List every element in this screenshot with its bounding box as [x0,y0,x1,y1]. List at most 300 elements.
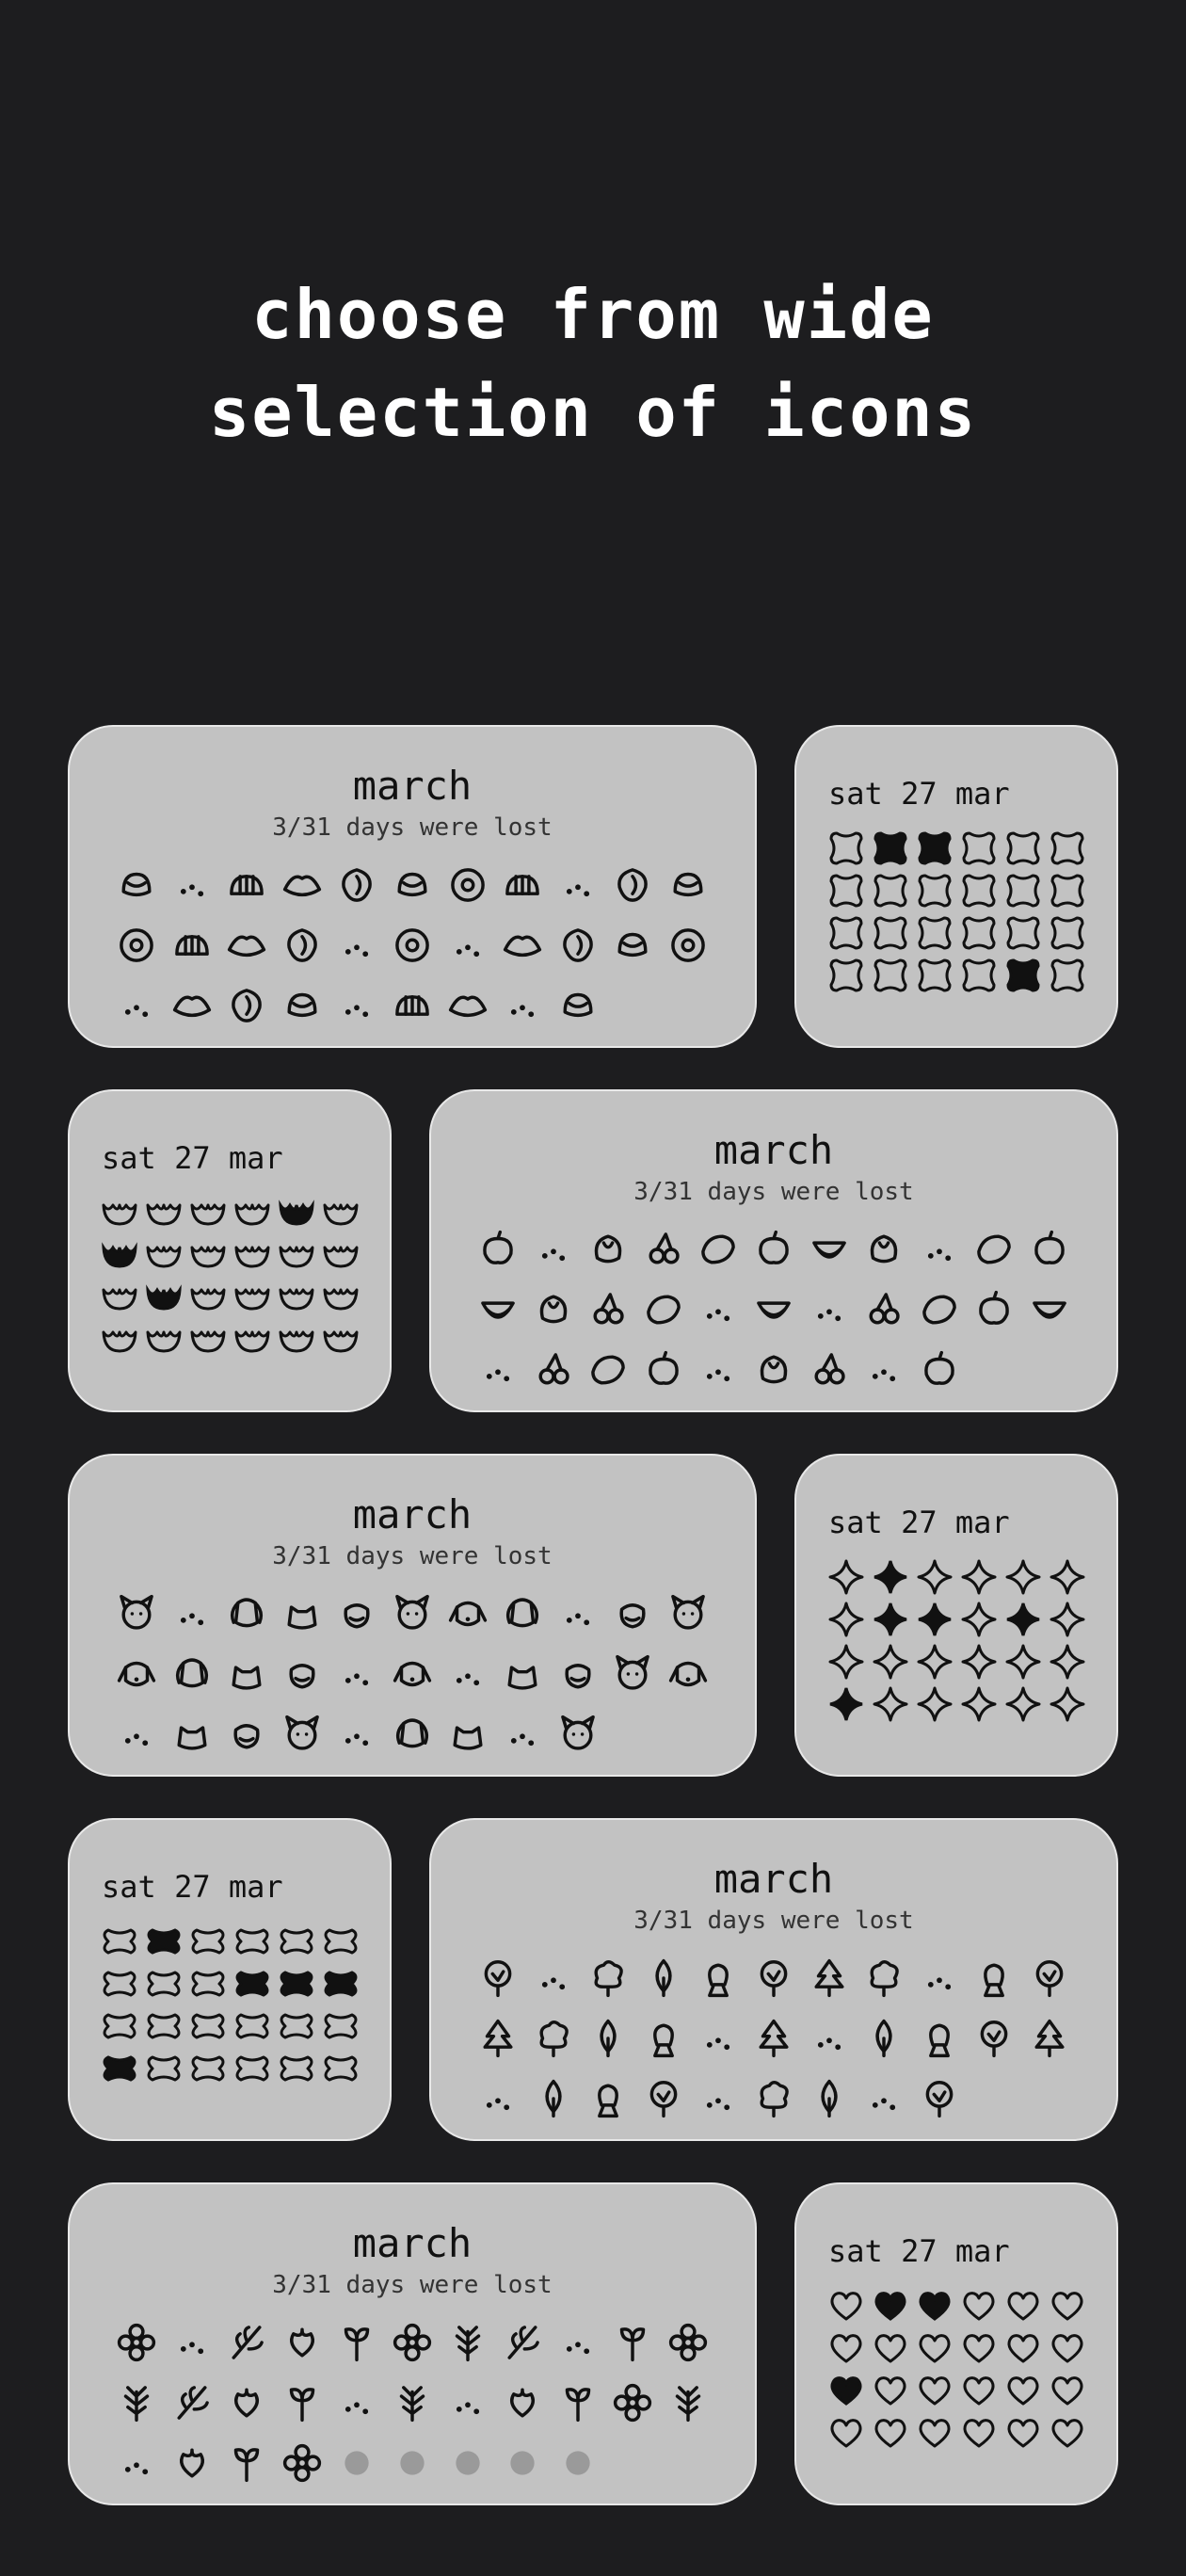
day-shape [142,1191,185,1233]
day-shape [142,1318,185,1360]
day-shape [142,1233,185,1276]
day-icon [219,1708,275,1761]
day-shape [869,911,912,954]
month-widget-flowers[interactable] [68,2182,757,2505]
day-widget-rounded-square[interactable] [794,725,1118,1048]
day-shape [186,1276,230,1318]
day-icon [605,2376,661,2429]
day-shape [186,1318,230,1360]
lost-days-summary: 3/31 days were lost [272,1542,553,1570]
day-icon [550,1708,605,1761]
day-icon [109,919,165,972]
day-shape [1002,2326,1045,2369]
day-icon [526,1344,582,1396]
day-icon [219,2376,275,2429]
day-icon [385,2316,441,2369]
day-icon [636,1344,692,1396]
day-icon [801,1344,857,1396]
day-icon [801,1223,857,1276]
day-shape [1046,2326,1089,2369]
day-shape-grid [825,1555,1089,1725]
day-shape [275,1318,318,1360]
day-icon [967,2012,1022,2065]
day-shape [231,2047,274,2089]
day-icon [440,1708,495,1761]
day-icon [219,2316,275,2369]
day-shape [869,2369,912,2411]
day-shape [869,869,912,911]
day-icon [660,859,715,911]
lost-day-shape [913,827,956,869]
day-icon [801,2012,857,2065]
lost-day-shape [275,1191,318,1233]
date-label: sat 27 mar [828,2233,1010,2269]
day-icon [165,1708,220,1761]
day-icon [165,2376,220,2429]
day-icon [275,919,330,972]
day-icon [660,2376,715,2429]
day-shape [231,1233,274,1276]
day-shape [186,1191,230,1233]
day-shape [957,1555,1001,1598]
day-icon [801,1283,857,1336]
day-icon [495,859,551,911]
day-icon [636,2012,692,2065]
day-shape [1046,2284,1089,2326]
day-shape [1046,1640,1089,1682]
day-shape [1002,1682,1045,1725]
month-title: march [713,1856,834,1902]
day-icon [109,1648,165,1700]
day-shape [825,2326,868,2369]
day-icon [471,1952,526,2004]
lost-day-shape [142,1276,185,1318]
day-shape [913,2369,956,2411]
day-icon [495,919,551,972]
day-icon [219,2437,275,2489]
day-icon [1021,1223,1077,1276]
day-icon [495,2316,551,2369]
lost-day-shape [869,827,912,869]
day-icon [440,1648,495,1700]
day-icon [219,1648,275,1700]
day-shape [957,869,1001,911]
day-icon [385,1708,441,1761]
day-widget-wavy-bowl[interactable] [68,1089,392,1412]
day-shape [1046,2411,1089,2454]
day-icon [691,2012,746,2065]
day-shape [142,1962,185,2004]
month-widget-dogs[interactable] [68,1454,757,1777]
day-shape [98,2004,141,2047]
day-icon [329,1708,385,1761]
day-icon [385,2376,441,2429]
day-icon [636,1283,692,1336]
day-shape [275,1233,318,1276]
lost-day-shape [913,2284,956,2326]
day-shape [957,1682,1001,1725]
lost-day-shape [275,1962,318,2004]
lost-day-shape [231,1962,274,2004]
day-shape [319,1276,362,1318]
day-icon [109,2316,165,2369]
day-icon [857,1344,912,1396]
day-icon [440,979,495,1032]
day-shape [1002,2369,1045,2411]
day-icon [911,2072,967,2125]
day-icon [746,1283,802,1336]
day-icon [440,2316,495,2369]
day-icon [1021,1283,1077,1336]
day-icon [275,2437,330,2489]
day-shape [913,869,956,911]
lost-day-shape [869,1598,912,1640]
day-shape [913,911,956,954]
day-icon [857,2072,912,2125]
day-icon [109,859,165,911]
day-icon [550,919,605,972]
day-icon [329,2376,385,2429]
day-icon [660,1648,715,1700]
date-label: sat 27 mar [102,1869,283,1905]
month-title: march [352,1491,473,1538]
day-shape [1046,1682,1089,1725]
day-shape [1002,1640,1045,1682]
month-icon-grid [109,859,715,1032]
day-shape [1002,869,1045,911]
day-shape [825,1598,868,1640]
day-icon [329,2316,385,2369]
day-shape [231,1276,274,1318]
day-icon [746,1344,802,1396]
lost-day-shape [825,1682,868,1725]
day-shape [98,1318,141,1360]
future-day-dot [329,2437,385,2489]
day-icon [275,1587,330,1640]
day-icon [636,1223,692,1276]
day-shape [825,2284,868,2326]
day-icon [329,979,385,1032]
day-shape [957,1598,1001,1640]
day-icon [746,2072,802,2125]
day-icon [801,1952,857,2004]
day-icon [911,1344,967,1396]
lost-day-shape [319,1962,362,2004]
day-shape [1046,1555,1089,1598]
day-icon [911,1952,967,2004]
day-icon [581,1344,636,1396]
day-icon [440,2376,495,2429]
month-icon-grid [109,1587,715,1761]
lost-day-shape [1002,1598,1045,1640]
day-shape [319,1920,362,1962]
day-icon [605,1587,661,1640]
day-shape [319,2004,362,2047]
future-day-dot [385,2437,441,2489]
day-shape [1002,1555,1045,1598]
day-widget-heart[interactable] [794,2182,1118,2505]
day-icon [165,2437,220,2489]
day-icon [526,1952,582,2004]
day-icon [746,1223,802,1276]
day-shape [869,2326,912,2369]
day-icon [911,2012,967,2065]
future-day-dot [550,2437,605,2489]
day-icon [550,1587,605,1640]
day-shape [957,2284,1001,2326]
day-shape [869,1640,912,1682]
day-icon [165,1587,220,1640]
day-icon [581,1952,636,2004]
headline-line-1: choose from wide [251,275,935,354]
day-icon [219,1587,275,1640]
day-shape [319,1318,362,1360]
day-icon [857,1283,912,1336]
day-icon [495,1708,551,1761]
day-shape [913,2411,956,2454]
day-widget-sparkle[interactable] [794,1454,1118,1777]
date-label: sat 27 mar [102,1140,283,1176]
day-icon [219,979,275,1032]
day-shape [825,827,868,869]
day-icon [581,2012,636,2065]
day-icon [581,1223,636,1276]
day-icon [550,2376,605,2429]
day-icon [550,979,605,1032]
day-shape [825,1555,868,1598]
day-shape [275,1920,318,1962]
day-icon [275,1648,330,1700]
day-shape [275,1276,318,1318]
day-shape [869,954,912,996]
day-shape [319,1191,362,1233]
day-icon [109,1708,165,1761]
day-icon [660,919,715,972]
day-icon [471,2072,526,2125]
day-icon [165,1648,220,1700]
day-icon [526,1283,582,1336]
day-shape-grid [98,1920,362,2089]
day-icon [275,2376,330,2429]
headline-line-2: selection of icons [208,373,978,452]
day-shape [1046,1598,1089,1640]
day-icon [471,1344,526,1396]
day-shape [825,869,868,911]
day-icon [605,859,661,911]
day-icon [1021,1952,1077,2004]
day-icon [1021,2012,1077,2065]
day-icon [471,1283,526,1336]
day-shape [319,2047,362,2089]
day-shape [825,2411,868,2454]
day-icon [109,979,165,1032]
lost-day-shape [869,2284,912,2326]
day-shape [913,1555,956,1598]
day-shape [1002,2411,1045,2454]
day-shape [319,1233,362,1276]
day-shape [186,2004,230,2047]
day-shape [98,1276,141,1318]
date-label: sat 27 mar [828,1505,1010,1540]
day-shape [957,954,1001,996]
day-icon [581,1283,636,1336]
day-icon [495,1587,551,1640]
month-widget-fruit[interactable] [429,1089,1118,1412]
day-shape [186,1233,230,1276]
day-icon [385,1587,441,1640]
day-icon [471,1223,526,1276]
day-widget-bone-blob[interactable] [68,1818,392,2141]
day-shape [1046,954,1089,996]
lost-day-shape [1002,954,1045,996]
month-icon-grid [471,1952,1077,2125]
lost-days-summary: 3/31 days were lost [633,1178,914,1206]
day-icon [550,1648,605,1700]
future-day-dot [495,2437,551,2489]
lost-days-summary: 3/31 days were lost [633,1907,914,1935]
day-icon [911,1223,967,1276]
day-icon [165,979,220,1032]
day-shape [957,827,1001,869]
lost-day-shape [98,2047,141,2089]
day-shape [1002,2284,1045,2326]
day-shape [1046,2369,1089,2411]
month-widget-bakery[interactable] [68,725,757,1048]
day-shape [825,911,868,954]
day-icon [495,2376,551,2429]
day-shape [1046,827,1089,869]
month-title: march [352,2220,473,2266]
day-icon [275,1708,330,1761]
day-icon [109,1587,165,1640]
day-icon [219,859,275,911]
day-icon [967,1952,1022,2004]
day-shape [186,2047,230,2089]
day-icon [857,1952,912,2004]
day-icon [275,859,330,911]
day-shape [186,1962,230,2004]
day-shape [869,2411,912,2454]
day-icon [605,1648,661,1700]
day-icon [526,2072,582,2125]
day-icon [385,1648,441,1700]
day-shape [275,2004,318,2047]
day-shape [186,1920,230,1962]
day-icon [550,859,605,911]
day-icon [911,1283,967,1336]
date-label: sat 27 mar [828,776,1010,812]
day-icon [801,2072,857,2125]
day-shape [825,954,868,996]
day-icon [857,1223,912,1276]
day-icon [636,1952,692,2004]
day-shape [98,1191,141,1233]
day-shape [275,2047,318,2089]
day-shape [957,2411,1001,2454]
day-shape [231,1318,274,1360]
month-widget-trees[interactable] [429,1818,1118,2141]
day-icon [495,1648,551,1700]
day-icon [440,919,495,972]
lost-days-summary: 3/31 days were lost [272,813,553,842]
day-shape [913,954,956,996]
day-icon [660,1587,715,1640]
lost-day-shape [913,1598,956,1640]
lost-day-shape [869,1555,912,1598]
month-icon-grid [471,1223,1077,1396]
day-shape [957,2369,1001,2411]
day-shape [957,2326,1001,2369]
month-title: march [713,1127,834,1173]
day-icon [691,2072,746,2125]
day-shape [1046,911,1089,954]
headline [0,266,1186,461]
day-shape [1046,869,1089,911]
day-icon [691,1223,746,1276]
day-shape [142,2047,185,2089]
day-icon [691,1952,746,2004]
day-shape [98,1920,141,1962]
day-icon [660,2316,715,2369]
day-icon [581,2072,636,2125]
day-icon [165,2316,220,2369]
day-icon [471,2012,526,2065]
day-icon [967,1283,1022,1336]
day-shape [231,1191,274,1233]
day-icon [526,2012,582,2065]
day-shape [231,1920,274,1962]
day-shape [913,1640,956,1682]
day-icon [329,1648,385,1700]
day-shape [957,911,1001,954]
month-title: march [352,763,473,809]
day-icon [691,1344,746,1396]
day-shape [825,1640,868,1682]
day-icon [275,979,330,1032]
day-icon [636,2072,692,2125]
day-icon [385,979,441,1032]
day-shape-grid [825,827,1089,996]
day-shape [1002,911,1045,954]
day-shape [913,1682,956,1725]
lost-day-shape [98,1233,141,1276]
day-icon [219,919,275,972]
day-icon [165,919,220,972]
day-shape [957,1640,1001,1682]
day-icon [691,1283,746,1336]
day-shape [142,2004,185,2047]
day-icon [385,919,441,972]
day-icon [275,2316,330,2369]
day-icon [329,859,385,911]
day-icon [746,2012,802,2065]
day-icon [495,979,551,1032]
day-icon [857,2012,912,2065]
day-icon [550,2316,605,2369]
day-icon [165,859,220,911]
day-icon [746,1952,802,2004]
day-icon [605,919,661,972]
lost-day-shape [142,1920,185,1962]
day-shape [1002,827,1045,869]
day-shape [869,1682,912,1725]
lost-days-summary: 3/31 days were lost [272,2271,553,2299]
day-icon [440,1587,495,1640]
day-icon [385,859,441,911]
day-icon [109,2437,165,2489]
day-icon [329,919,385,972]
day-shape [231,2004,274,2047]
